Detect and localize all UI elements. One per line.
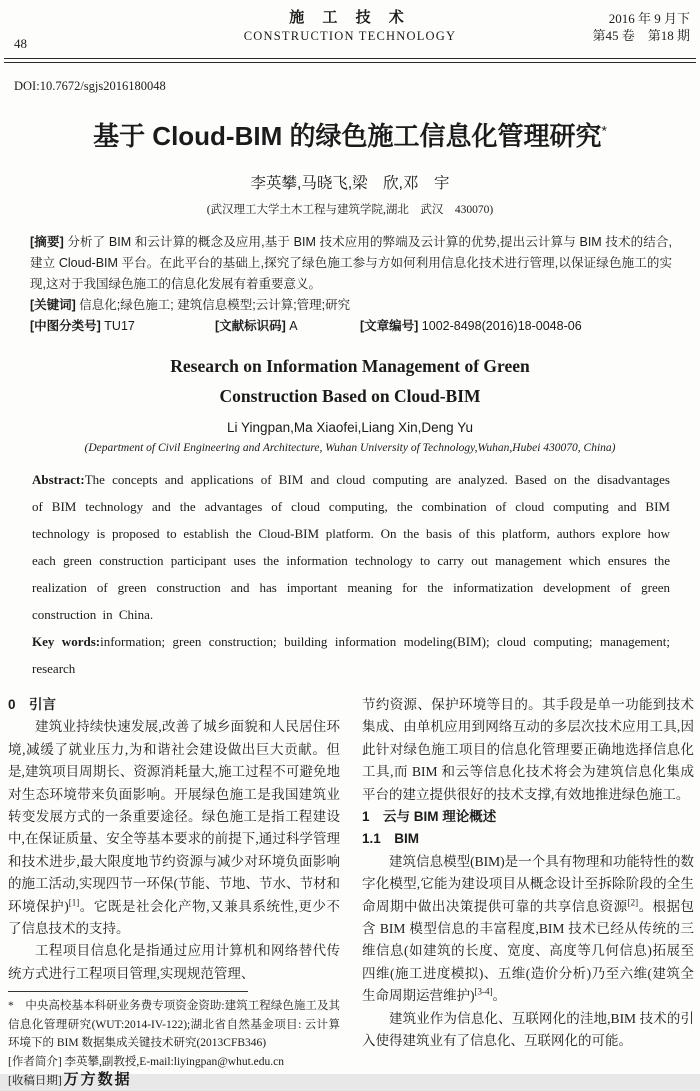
volume-issue: 第45 卷 第18 期 <box>592 28 690 43</box>
keywords-en <box>32 628 670 682</box>
section-heading: 1 云与 BIM 理论概述 <box>362 809 497 825</box>
reference-superscript: [3-4] <box>474 986 493 997</box>
document-code <box>215 316 360 337</box>
article-title-cn-text: 基于 Cloud-BIM 的绿色施工信息化管理研究 <box>93 121 602 151</box>
body-columns <box>8 694 694 1091</box>
affiliation-en: (Department of Civil Engineering and Architecture, Wuhan University of Technology,Wuhan,Hubei 430070, China) <box>84 442 616 454</box>
article-title-cn <box>0 116 700 153</box>
body-paragraph: 建筑信息模型(BIM)是一个具有物理和功能特性的数字化模型,它能为建设项目从概念设计至拆除阶段的全生命周期中做出决策提供可靠的共享信息资源[2]。根据包含 BIM 模型信息的丰富程度,BIM 技术已经从传统的三维信息(如建筑的长度、宽度、高度等几何信息)拓展至四维(施工进度模拟)、五维(造价分析)乃至六维(建筑全生命周期运营维护)[3-4]。 <box>362 853 695 1004</box>
body-paragraph: 建筑业作为信息化、互联网化的洼地,BIM 技术的引入使得建筑业有了信息化、互联网化的可能。 <box>362 1010 694 1049</box>
keywords-label-cn: [关键词] <box>30 298 76 312</box>
abstract-label-en: Abstract: <box>32 472 85 487</box>
abstract-en <box>32 466 670 628</box>
section-heading: 1.1 BIM <box>362 831 420 847</box>
author-intro-text: [作者简介] 李英攀,副教授,E-mail:liyingpan@whut.edu.cn <box>8 1055 285 1068</box>
body-paragraph: 建筑业持续快速发展,改善了城乡面貌和人民居住环境,减缓了就业压力,为和谐社会建设做出巨大贡献。但是,建筑项目周期长、资源消耗量大,施工过程不可避免地对生态环境带来负面影响。开展绿色施工是我国建筑业转变发展方式的一条重要途径。绿色施工是指工程建设中,在保证质量、安全等基本要求的前提下,通过科学管理和技术进步,最大限度地节约资源与减少对环境负面影响的施工活动,实现四节一环保(节能、节地、节水、节材和环境保护)[1]。它既是社会化产物,又兼具系统性,更少不了信息技术的支持。 <box>8 719 341 937</box>
footnote <box>8 991 340 1091</box>
authors-cn: 李英攀,马晓飞,梁 欣,邓 宇 <box>250 175 450 192</box>
column-left <box>8 694 340 1091</box>
reference-superscript: [1] <box>68 897 80 908</box>
fund-note: * 中央高校基本科研业务费专项资金资助:建筑工程绿色施工及其信息化管理研究(WUT:2014-IV-122);湖北省自然基金项目: 云计算环境下的 BIM 数据集成关键技术研究(2013CFB346) <box>8 1000 340 1050</box>
column-right <box>362 694 694 1091</box>
abstract-block-en <box>32 466 670 682</box>
doi: DOI:10.7672/sgjs2016180048 <box>14 79 166 93</box>
clc-label: [中图分类号] <box>30 319 101 333</box>
article-title-en <box>0 351 700 411</box>
section-heading: 0 引言 <box>8 697 57 712</box>
journal-title-cn: 施 工 技 术 <box>289 9 411 26</box>
authors-en: Li Yingpan,Ma Xiaofei,Liang Xin,Deng Yu <box>227 420 473 435</box>
article-title-en-line2: Construction Based on Cloud-BIM <box>219 386 481 406</box>
doc-code-value: A <box>285 319 298 333</box>
abstract-label-cn: [摘要] <box>30 235 64 249</box>
reference-superscript: [2] <box>627 897 639 908</box>
page-number: 48 <box>14 36 27 51</box>
affiliation-cn: (武汉理工大学土木工程与建筑学院,湖北 武汉 430070) <box>206 204 494 216</box>
journal-title-en: CONSTRUCTION TECHNOLOGY <box>243 29 457 43</box>
abstract-text-cn: 分析了 BIM 和云计算的概念及应用,基于 BIM 技术应用的弊端及云计算的优势,提出云计算与 BIM 技术的结合,建立 Cloud-BIM 平台。在此平台的基础上,探究了绿色施工参与方如何利用信息化技术进行管理,以保证绿色施工的实现,这对于我国绿色施工的信息化发展有着重要意义。 <box>30 235 672 291</box>
received-date-label: [收稿日期] <box>8 1075 62 1088</box>
clc-number <box>30 316 215 337</box>
wanfang-watermark: 万方数据 <box>63 1071 132 1089</box>
keywords-label-en: Key words: <box>32 634 101 649</box>
received-date-line <box>8 1071 340 1091</box>
title-footnote-mark: * <box>601 122 607 139</box>
abstract-block-cn <box>30 232 672 337</box>
clc-value: TU17 <box>100 319 135 333</box>
article-id-value: 1002-8498(2016)18-0048-06 <box>418 319 582 333</box>
abstract-cn <box>30 232 672 295</box>
abstract-text-en: The concepts and applications of BIM and cloud computing are analyzed. Based on the disadvantages of BIM technology and the advantages of cloud computing, the combination of cloud computing and BIM technology is proposed to establish the Cloud-BIM platform. On the basis of this platform, authors explore how each green construction participant uses the information technology to carry out management which ensures the realization of green construction and has important meaning for the informatization development of green construction in China. <box>32 472 670 622</box>
issue-date: 2016 年 9 月下 <box>608 11 690 26</box>
doc-code-label: [文献标识码] <box>215 319 286 333</box>
keywords-cn <box>30 295 672 316</box>
classification-line <box>30 316 672 337</box>
author-intro <box>8 1053 340 1072</box>
body-paragraph: 节约资源、保护环境等目的。其手段是单一功能到技术集成、由单机应用到网络互动的多层次技术应用工具,因此针对绿色施工项目的信息化管理要正确地选择信息化工具,而 BIM 和云等信息化技术将会为建筑信息化集成平台的建立提供很好的技术支撑,有效地推进绿色施工。 <box>362 697 694 802</box>
page-header <box>0 0 700 54</box>
keywords-text-en: information; green construction; building information modeling(BIM); cloud computing; management; research <box>32 634 670 676</box>
footnote-rule <box>8 991 248 992</box>
issue-info <box>592 10 690 44</box>
article-id <box>360 316 582 337</box>
header-rule <box>4 58 696 63</box>
article-id-label: [文章编号] <box>360 319 419 333</box>
body-paragraph: 工程项目信息化是指通过应用计算机和网络替代传统方式进行工程项目管理,实现规范管理、 <box>8 943 340 981</box>
keywords-text-cn: 信息化;绿色施工; 建筑信息模型;云计算;管理;研究 <box>75 298 351 312</box>
article-title-en-line1: Research on Information Management of Green <box>170 356 530 376</box>
